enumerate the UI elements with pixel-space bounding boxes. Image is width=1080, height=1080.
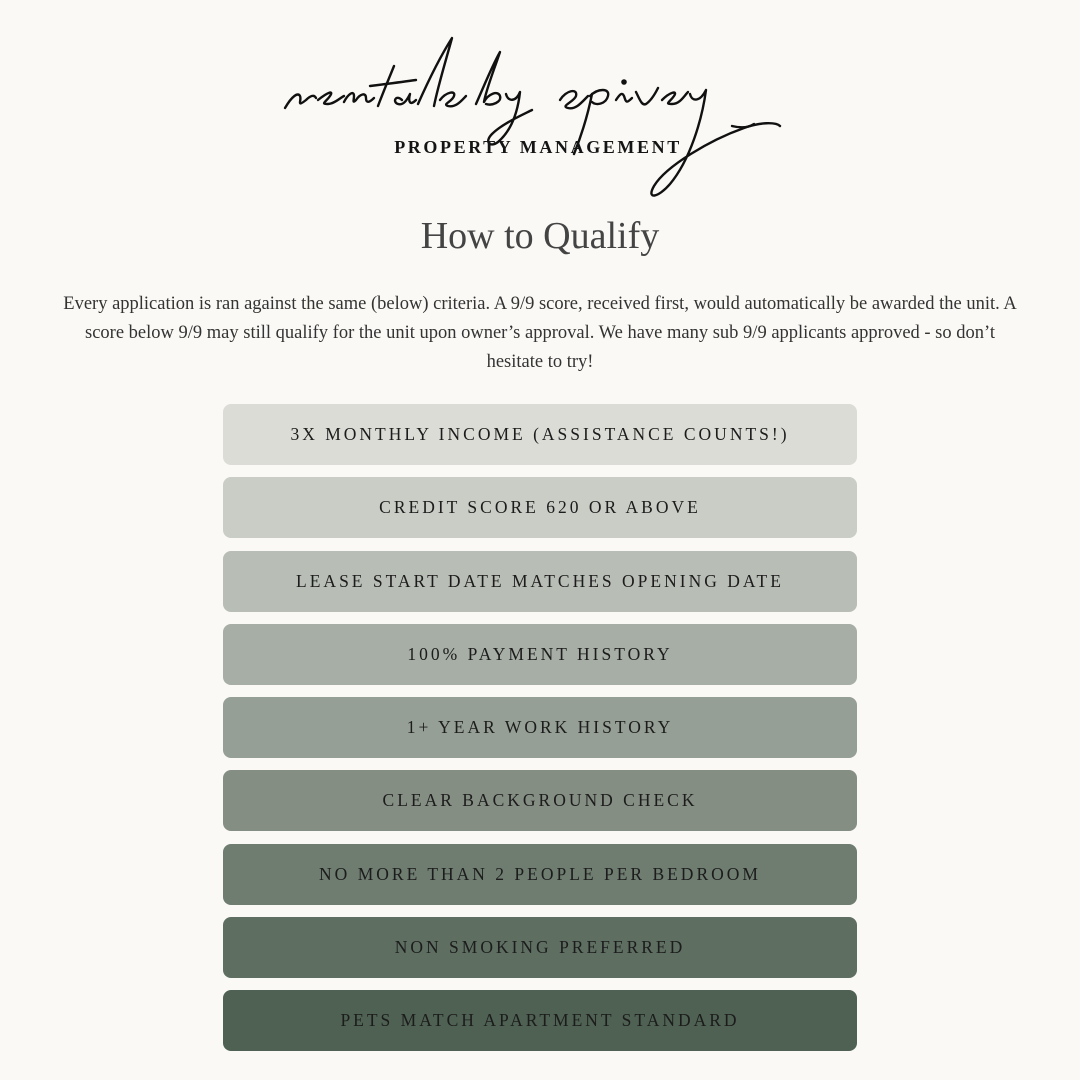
brand-tagline: PROPERTY MANAGEMENT xyxy=(394,137,682,157)
criterion-work-history: 1+ YEAR WORK HISTORY xyxy=(223,697,857,758)
criterion-background-check: CLEAR BACKGROUND CHECK xyxy=(223,770,857,831)
criteria-list xyxy=(223,404,857,1064)
brand-logo xyxy=(270,30,810,210)
criterion-credit-score: CREDIT SCORE 620 OR ABOVE xyxy=(223,477,857,538)
criterion-payment-history: 100% PAYMENT HISTORY xyxy=(223,624,857,685)
criterion-occupancy: NO MORE THAN 2 PEOPLE PER BEDROOM xyxy=(223,844,857,905)
criterion-pets: PETS MATCH APARTMENT STANDARD xyxy=(223,990,857,1051)
page-title: How to Qualify xyxy=(420,215,660,257)
criterion-non-smoking: NON SMOKING PREFERRED xyxy=(223,917,857,978)
intro-paragraph: Every application is ran against the same (below) criteria. A 9/9 score, received first, would automatically be awarded the unit. A score below 9/9 may still qualify for the unit upon owner’s approval. We have many sub 9/9 applicants approved - so don’t hesitate to try! xyxy=(63,294,1017,372)
script-signature-logo xyxy=(270,30,810,210)
criterion-income: 3X MONTHLY INCOME (ASSISTANCE COUNTS!) xyxy=(223,404,857,465)
criterion-lease-start: LEASE START DATE MATCHES OPENING DATE xyxy=(223,551,857,612)
